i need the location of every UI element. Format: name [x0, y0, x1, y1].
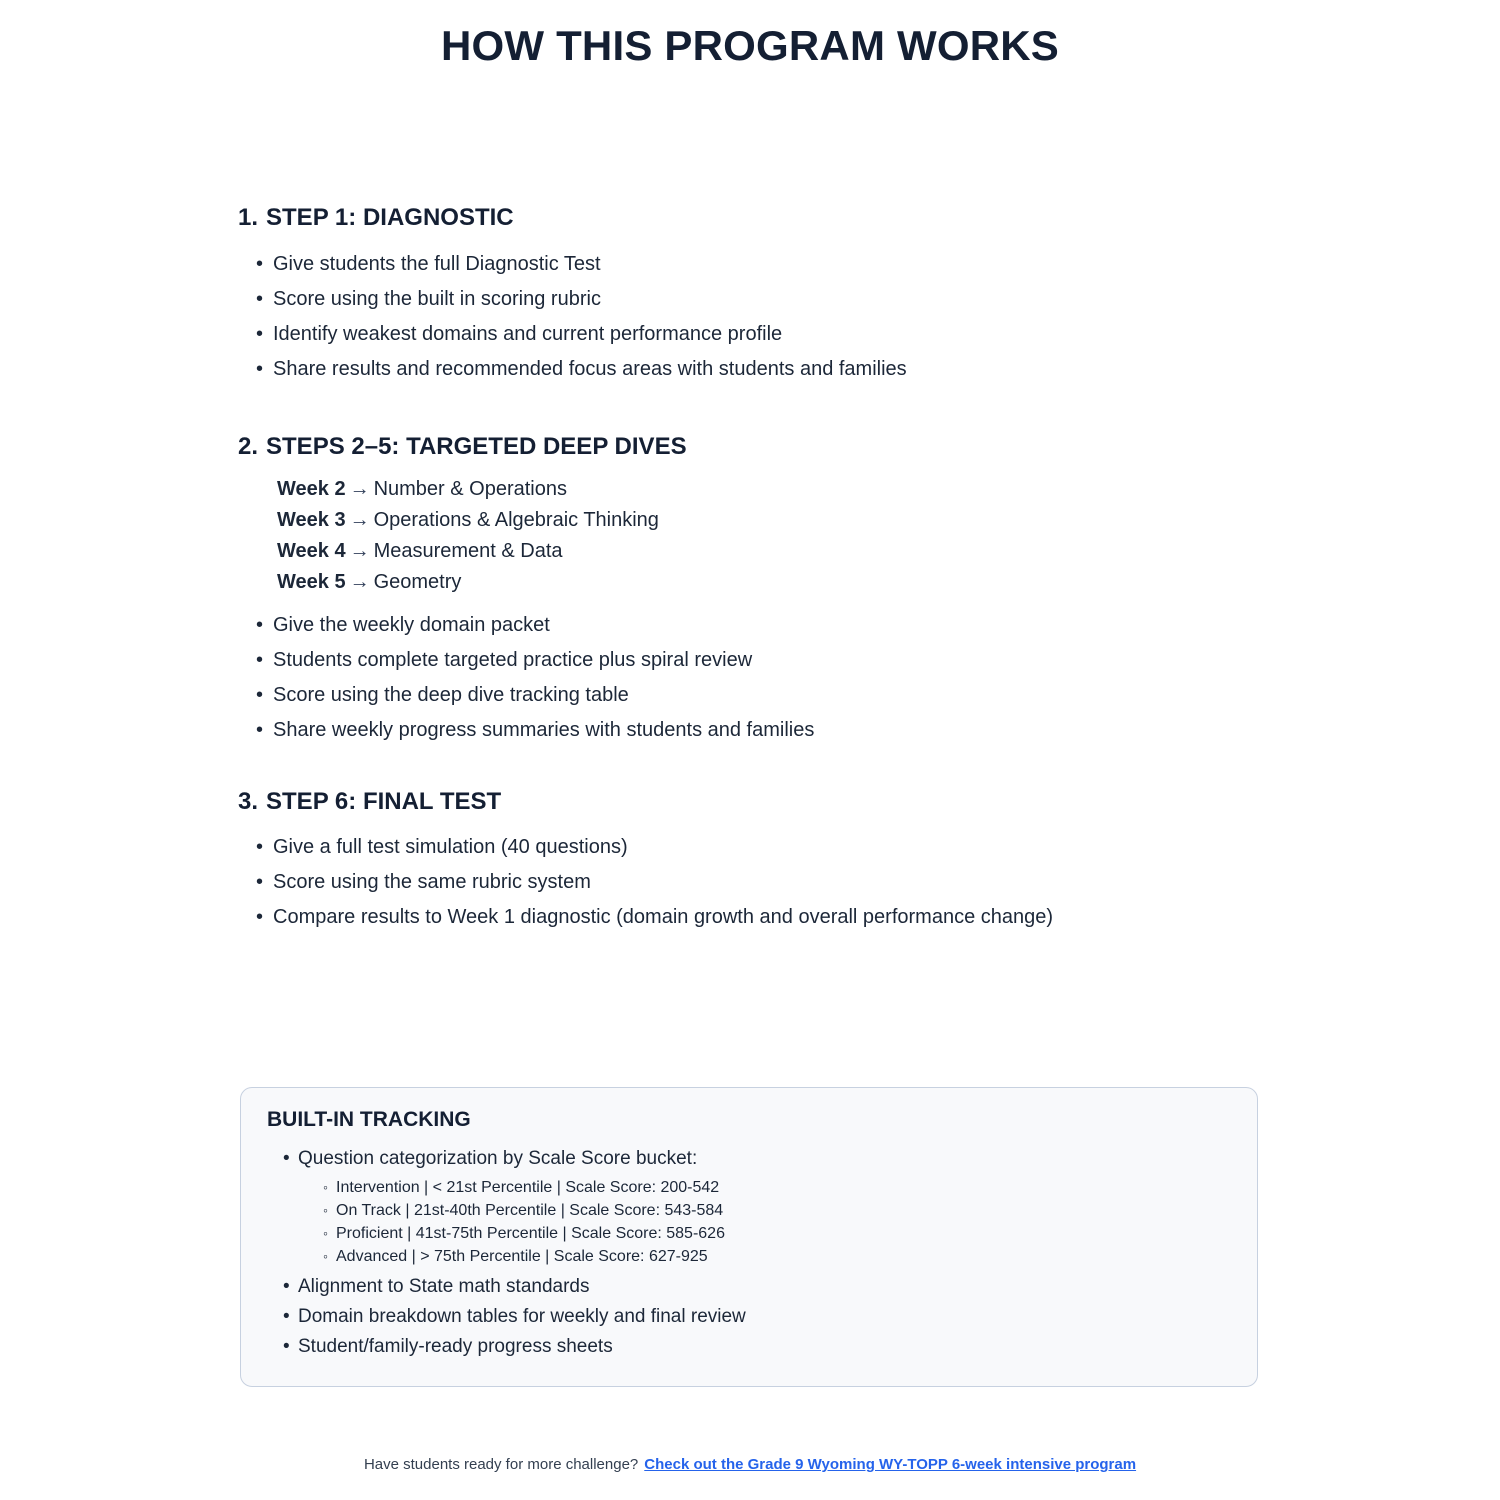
week-topic: Number & Operations: [373, 477, 567, 500]
tracking-item: [283, 1272, 1231, 1302]
bullet-text: Identify weakest domains and current performance profile: [273, 322, 783, 345]
bullet-item: [256, 865, 1258, 900]
footer-prompt: Have students ready for more challenge?: [363, 1456, 639, 1473]
tracking-item-text: Student/family-ready progress sheets: [298, 1336, 613, 1358]
bullet-text: Students complete targeted practice plus spiral review: [273, 648, 753, 671]
steps2-5-bullet-list: [238, 608, 1258, 748]
bullet-item: [256, 247, 1258, 282]
footer-note: [0, 1456, 1500, 1473]
bullet-item: [256, 900, 1258, 935]
tracking-box: [240, 1087, 1258, 1387]
bullet-text: Give students the full Diagnostic Test: [273, 252, 601, 275]
week-topic: Measurement & Data: [373, 539, 563, 562]
tracking-item: [283, 1332, 1231, 1362]
bullet-item: [256, 678, 1258, 713]
week-row: [277, 505, 1258, 536]
bucket-item: [323, 1222, 1231, 1245]
page-title: HOW THIS PROGRAM WORKS: [440, 22, 1060, 69]
arrow-right-icon: →: [349, 477, 370, 500]
section-number: 2.: [238, 432, 259, 460]
week-label: Week 3: [277, 508, 346, 531]
bullet-item: [256, 317, 1258, 352]
bullet-text: Score using the built in scoring rubric: [273, 287, 601, 310]
bullet-text: Share weekly progress summaries with students and families: [273, 718, 815, 741]
section-heading-step6: [238, 788, 1258, 817]
bucket-item: [323, 1245, 1231, 1268]
week-topic: Geometry: [373, 570, 462, 593]
section-heading-step1: [238, 204, 1258, 233]
bucket-text: Proficient | 41st-75th Percentile | Scale Score: 585-626: [336, 1225, 725, 1243]
bucket-item: [323, 1199, 1231, 1222]
bullet-item: [256, 608, 1258, 643]
tracking-item: [283, 1302, 1231, 1332]
tracking-item-text: Alignment to State math standards: [298, 1276, 590, 1298]
week-topic: Operations & Algebraic Thinking: [373, 508, 659, 531]
week-label: Week 2: [277, 477, 346, 500]
section-heading-steps2-5: [238, 433, 1258, 462]
week-row: [277, 474, 1258, 505]
bullet-text: Score using the deep dive tracking table: [273, 683, 629, 706]
bullet-item: [256, 352, 1258, 387]
tracking-item: [283, 1144, 1231, 1268]
bullet-text: Give a full test simulation (40 questions): [273, 836, 628, 859]
bullet-text: Score using the same rubric system: [273, 871, 591, 894]
bucket-text: On Track | 21st-40th Percentile | Scale Score: 543-584: [336, 1202, 724, 1220]
section-title: STEP 1: DIAGNOSTIC: [266, 204, 514, 231]
section-number: 1.: [238, 204, 259, 231]
bucket-item: [323, 1176, 1231, 1199]
step6-bullet-list: [238, 830, 1258, 935]
arrow-right-icon: →: [349, 570, 370, 593]
tracking-box-heading: BUILT-IN TRACKING: [267, 1108, 471, 1132]
week-label: Week 5: [277, 570, 346, 593]
step1-bullet-list: [238, 247, 1258, 387]
footer-link[interactable]: Check out the Grade 9 Wyoming WY-TOPP 6-week intensive program: [644, 1456, 1137, 1473]
scale-score-bucket-list: [298, 1176, 1231, 1268]
tracking-item-text: Domain breakdown tables for weekly and final review: [298, 1306, 746, 1328]
bucket-text: Intervention | < 21st Percentile | Scale Score: 200-542: [336, 1179, 720, 1197]
tracking-item-text: Question categorization by Scale Score bucket:: [298, 1148, 698, 1170]
bucket-text: Advanced | > 75th Percentile | Scale Score: 627-925: [336, 1248, 708, 1266]
bullet-text: Give the weekly domain packet: [273, 613, 550, 636]
bullet-item: [256, 713, 1258, 748]
bullet-item: [256, 282, 1258, 317]
arrow-right-icon: →: [349, 508, 370, 531]
bullet-text: Share results and recommended focus areas with students and families: [273, 357, 907, 380]
bullet-item: [256, 830, 1258, 865]
bullet-text: Compare results to Week 1 diagnostic (domain growth and overall performance change): [273, 906, 1054, 929]
main-content: [0, 204, 1500, 935]
tracking-list: [267, 1144, 1231, 1362]
section-title: STEPS 2–5: TARGETED DEEP DIVES: [266, 432, 687, 460]
arrow-right-icon: →: [349, 539, 370, 562]
bullet-item: [256, 643, 1258, 678]
section-number: 3.: [238, 787, 259, 815]
week-row: [277, 536, 1258, 567]
week-label: Week 4: [277, 539, 346, 562]
section-title: STEP 6: FINAL TEST: [266, 787, 502, 815]
week-row: [277, 567, 1258, 598]
week-schedule: [238, 474, 1258, 598]
